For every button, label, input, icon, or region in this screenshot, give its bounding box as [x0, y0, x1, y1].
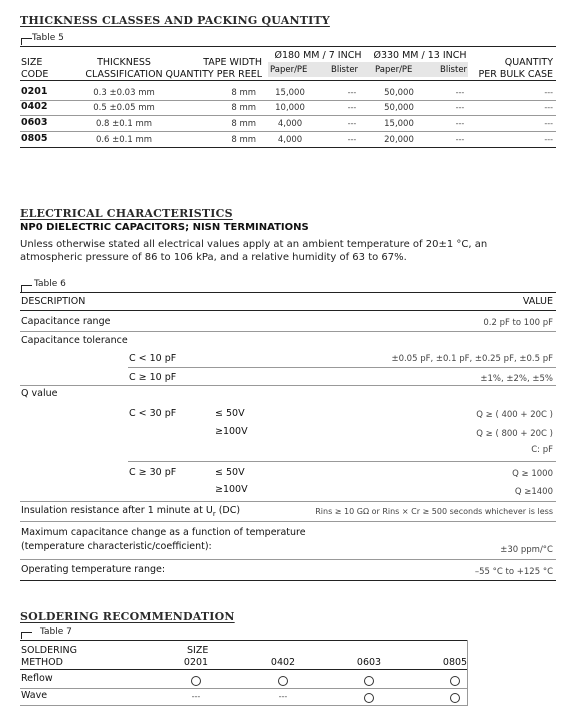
- header-rule: [20, 310, 556, 311]
- header-tape-width: TAPE WIDTH: [203, 57, 262, 68]
- suitable-circle-icon: [450, 676, 460, 686]
- bulk-case-value: ---: [544, 103, 553, 112]
- blister-330-value: ---: [455, 135, 465, 144]
- q-lt30-v1-value: Q ≥ ( 400 + 20C ): [476, 410, 553, 420]
- header-soldering: SOLDERING: [21, 645, 77, 656]
- table-label: Table 7: [40, 627, 72, 637]
- paper-pe-330-value: 50,000: [384, 88, 414, 98]
- table-bottom-rule: [20, 580, 556, 581]
- section-title-electrical: ELECTRICAL CHARACTERISTICS: [20, 207, 233, 220]
- header-blister-330: Blister: [440, 65, 468, 75]
- size-code: 0603: [21, 117, 48, 128]
- header-size: SIZE: [187, 645, 209, 656]
- blister-180-value: ---: [347, 119, 357, 128]
- header-quantity: QUANTITY: [504, 57, 553, 68]
- tol-lt10-value: ±0.05 pF, ±0.1 pF, ±0.25 pF, ±0.5 pF: [391, 354, 553, 364]
- header-rule: [20, 669, 468, 670]
- header-size-0201: 0201: [183, 657, 209, 668]
- tol-ge10: C ≥ 10 pF: [129, 372, 177, 383]
- thickness-value: 0.3 ±0.03 mm: [93, 88, 155, 98]
- table-marker: [21, 285, 32, 292]
- cap-range-value: 0.2 pF to 100 pF: [483, 318, 553, 328]
- table-marker: [21, 632, 32, 639]
- q-ge30-v1: ≤ 50V: [215, 467, 245, 478]
- paper-pe-180-value: 4,000: [277, 119, 303, 129]
- header-rule: [20, 80, 556, 81]
- header-size: SIZE: [21, 57, 43, 68]
- paper-pe-180-value: 4,000: [277, 135, 303, 145]
- tape-width-value: 8 mm: [231, 119, 256, 129]
- bulk-case-value: ---: [544, 135, 553, 144]
- header-value: VALUE: [522, 296, 553, 307]
- q-ge30-v1-value: Q ≥ 1000: [512, 469, 553, 479]
- header-size-0402: 0402: [270, 657, 296, 668]
- header-thickness: THICKNESS: [97, 57, 151, 68]
- paper-pe-330-value: 50,000: [384, 103, 414, 113]
- q-value-label: Q value: [21, 388, 58, 399]
- row-rule: [20, 100, 556, 101]
- solder-method-wave: Wave: [21, 690, 48, 701]
- suitable-circle-icon: [364, 676, 374, 686]
- row-rule: [20, 521, 556, 522]
- q-lt30: C < 30 pF: [129, 408, 177, 419]
- header-method: METHOD: [21, 657, 63, 668]
- header-blister-180: Blister: [331, 65, 359, 75]
- row-rule: [20, 331, 556, 332]
- tape-width-value: 8 mm: [231, 103, 256, 113]
- size-code: 0201: [21, 86, 48, 97]
- row-rule: [20, 385, 556, 386]
- thickness-value: 0.5 ±0.05 mm: [93, 103, 155, 113]
- blister-330-value: ---: [455, 88, 465, 97]
- tol-lt10: C < 10 pF: [129, 353, 177, 364]
- header-classification: CLASSIFICATION: [85, 69, 163, 80]
- q-ge30-v2: ≥100V: [215, 484, 248, 495]
- header-reel-330: Ø330 MM / 13 INCH: [373, 50, 467, 61]
- q-lt30-v1: ≤ 50V: [215, 408, 245, 419]
- q-lt30-v2-value: Q ≥ ( 800 + 20C ): [476, 429, 553, 439]
- maxcap-label-2: (temperature characteristic/coefficient):: [21, 541, 212, 552]
- blister-330-value: ---: [455, 103, 465, 112]
- blister-180-value: ---: [347, 135, 357, 144]
- header-paper-pe-180: Paper/PE: [270, 65, 308, 75]
- insulation-value: Rins ≥ 10 GΩ or Rins × Cr ≥ 500 seconds whichever is less: [315, 507, 553, 516]
- row-rule: [20, 688, 468, 689]
- header-code: CODE: [21, 69, 49, 80]
- paper-pe-330-value: 20,000: [384, 135, 414, 145]
- section-title-thickness: THICKNESS CLASSES AND PACKING QUANTITY: [20, 14, 330, 27]
- electrical-subtitle: NP0 DIELECTRIC CAPACITORS; NISN TERMINATIONS: [20, 222, 309, 233]
- table-right-border: [467, 640, 468, 705]
- row-rule: [20, 131, 556, 132]
- row-rule: [20, 705, 468, 706]
- row-rule: [20, 147, 556, 148]
- q-c-note: C: pF: [531, 445, 553, 455]
- blister-180-value: ---: [347, 103, 357, 112]
- header-per-bulk-case: PER BULK CASE: [478, 69, 553, 80]
- thickness-value: 0.6 ±0.1 mm: [95, 135, 153, 145]
- suitable-circle-icon: [364, 693, 374, 703]
- tol-ge10-value: ±1%, ±2%, ±5%: [480, 374, 553, 384]
- blister-330-value: ---: [455, 119, 465, 128]
- tape-width-value: 8 mm: [231, 135, 256, 145]
- not-applicable-dash: ---: [191, 692, 201, 701]
- paper-pe-180-value: 15,000: [275, 88, 305, 98]
- maxcap-label-1: Maximum capacitance change as a function of temperature: [21, 527, 306, 538]
- maxcap-value: ±30 ppm/°C: [500, 545, 553, 555]
- header-size-0603: 0603: [356, 657, 382, 668]
- row-rule: [20, 559, 556, 560]
- suitable-circle-icon: [191, 676, 201, 686]
- solder-method-reflow: Reflow: [21, 673, 53, 684]
- row-rule: [20, 501, 556, 502]
- table-label: Table 6: [34, 279, 66, 289]
- header-qty-per-reel: QUANTITY PER REEL: [165, 69, 262, 80]
- row-rule: [128, 367, 556, 368]
- blister-180-value: ---: [347, 88, 357, 97]
- insulation-label: Insulation resistance after 1 minute at $U_r$ (DC): [21, 505, 241, 518]
- size-code: 0805: [21, 133, 48, 144]
- cap-range-label: Capacitance range: [21, 316, 111, 327]
- bulk-case-value: ---: [544, 119, 553, 128]
- paper-pe-330-value: 15,000: [384, 119, 414, 129]
- row-rule: [20, 115, 556, 116]
- bulk-case-value: ---: [544, 88, 553, 97]
- op-temp-label: Operating temperature range:: [21, 564, 166, 575]
- q-lt30-v2: ≥100V: [215, 426, 248, 437]
- header-reel-180: Ø180 MM / 7 INCH: [274, 50, 362, 61]
- suitable-circle-icon: [450, 693, 460, 703]
- not-applicable-dash: ---: [278, 692, 288, 701]
- suitable-circle-icon: [278, 676, 288, 686]
- table-top-rule: [20, 640, 468, 641]
- q-ge30-v2-value: Q ≥1400: [514, 487, 553, 497]
- table-marker: [21, 38, 32, 45]
- header-size-0805: 0805: [442, 657, 468, 668]
- header-paper-pe-330: Paper/PE: [375, 65, 413, 75]
- thickness-value: 0.8 ±0.1 mm: [95, 119, 153, 129]
- header-description: DESCRIPTION: [21, 296, 86, 307]
- electrical-intro: Unless otherwise stated all electrical values apply at an ambient temperature of 20±1 °C, an atmospheric pressure of 86 to 106 kPa, and a relative humidity of 63 to 67%.: [20, 239, 488, 263]
- table-label: Table 5: [32, 33, 64, 43]
- table-top-rule: [20, 46, 556, 47]
- size-code: 0402: [21, 101, 48, 112]
- cap-tol-label: Capacitance tolerance: [21, 335, 128, 346]
- table-top-rule: [20, 292, 556, 293]
- q-ge30: C ≥ 30 pF: [129, 467, 177, 478]
- op-temp-value: –55 °C to +125 °C: [474, 567, 553, 577]
- paper-pe-180-value: 10,000: [275, 103, 305, 113]
- tape-width-value: 8 mm: [231, 88, 256, 98]
- row-rule: [128, 461, 556, 462]
- section-title-soldering: SOLDERING RECOMMENDATION: [20, 610, 235, 623]
